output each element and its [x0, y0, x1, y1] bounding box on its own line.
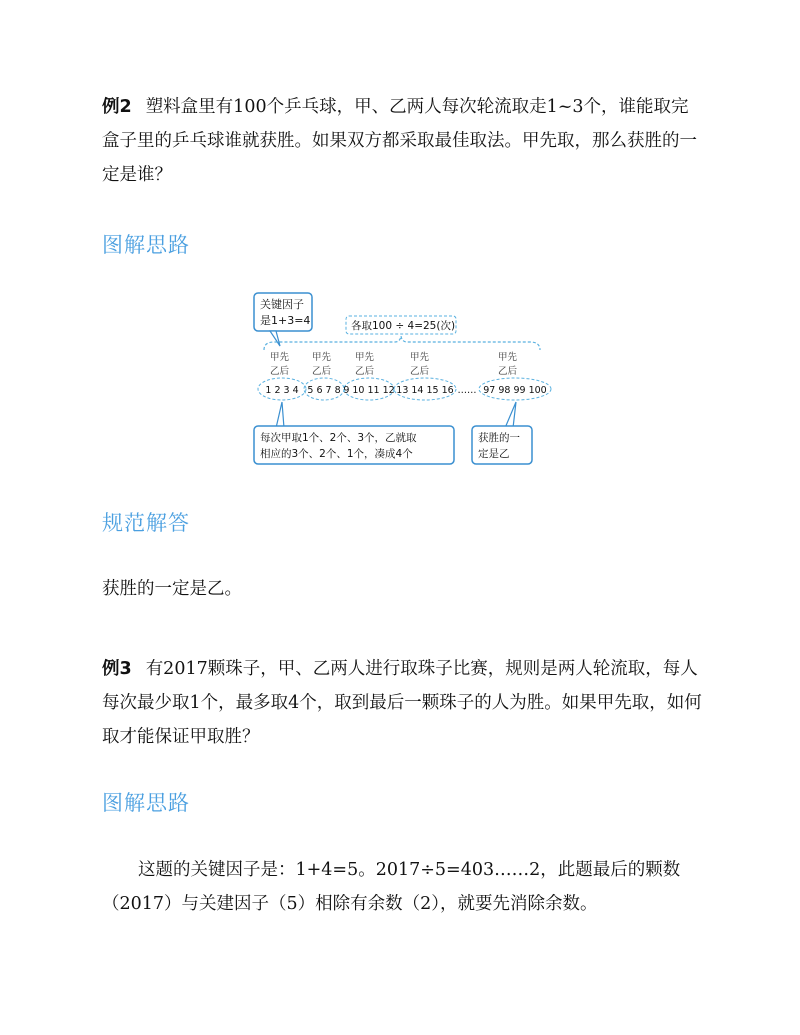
group-label-bottom-4: 乙后: [410, 366, 430, 377]
group-label-bottom-2: 乙后: [312, 366, 332, 377]
number-group-5: 97 98 99 100: [483, 385, 547, 396]
example-3-text: 有2017颗珠子，甲、乙两人进行取珠子比赛，规则是两人轮流取，每人每次最少取1个，最多取4个，取到最后一颗珠子的人为胜。如果甲先取，如何取才能保证甲取胜？: [102, 659, 702, 747]
example-3: [102, 652, 702, 754]
callout-winner-line1: 获胜的一: [478, 432, 520, 444]
number-group-2: 5 6 7 8: [307, 385, 341, 396]
example-2-text: 塑料盒里有100个乒乓球，甲、乙两人每次轮流取走1~3个，谁能取完盒子里的乒乓球谁就获胜。如果双方都采取最佳取法。甲先取，那么获胜的一定是谁？: [102, 97, 697, 185]
heading-analysis-2: 图解思路: [102, 791, 190, 815]
number-group-4: 13 14 15 16: [396, 385, 454, 396]
group-label-top-2: 甲先: [312, 352, 332, 363]
number-ellipsis: ……: [457, 385, 477, 396]
group-label-bottom-3: 乙后: [355, 366, 375, 377]
number-group-3: 9 10 11 12: [343, 385, 395, 396]
group-label-top-3: 甲先: [355, 352, 375, 363]
group-label-bottom-1: 乙后: [270, 366, 290, 377]
analysis-2: 这题的关键因子是：1+4=5。2017÷5=403……2，此题最后的颗数（2017）与关建因子（5）相除有余数（2），就要先消除余数。: [102, 860, 681, 914]
example-2-label: 例2: [102, 97, 132, 117]
example-3-label: 例3: [102, 659, 132, 679]
group-label-bottom-5: 乙后: [498, 366, 518, 377]
callout-winner-pointer: [505, 402, 516, 428]
heading-solution: 规范解答: [102, 511, 190, 535]
number-group-1: 1 2 3 4: [265, 385, 299, 396]
heading-analysis-1: 图解思路: [102, 233, 190, 257]
diagram: [240, 288, 570, 470]
group-label-top-4: 甲先: [410, 352, 430, 363]
callout-key-line1: 关键因子: [260, 298, 304, 311]
brace-label: 各取100 ÷ 4=25(次): [351, 320, 456, 332]
callout-each-line2: 相应的3个、2个、1个，凑成4个: [260, 448, 413, 460]
example-2: [102, 90, 702, 192]
group-label-top-1: 甲先: [270, 352, 290, 363]
answer: 获胜的一定是乙。: [102, 579, 242, 599]
callout-key-pointer: [270, 331, 280, 346]
dashed-brace: [264, 336, 540, 350]
callout-each-pointer: [276, 402, 284, 428]
callout-winner-line2: 定是乙: [478, 448, 510, 460]
callout-key-line2: 是1+3=4: [260, 314, 311, 327]
callout-each-line1: 每次甲取1个、2个、3个，乙就取: [260, 432, 417, 444]
group-label-top-5: 甲先: [498, 352, 518, 363]
